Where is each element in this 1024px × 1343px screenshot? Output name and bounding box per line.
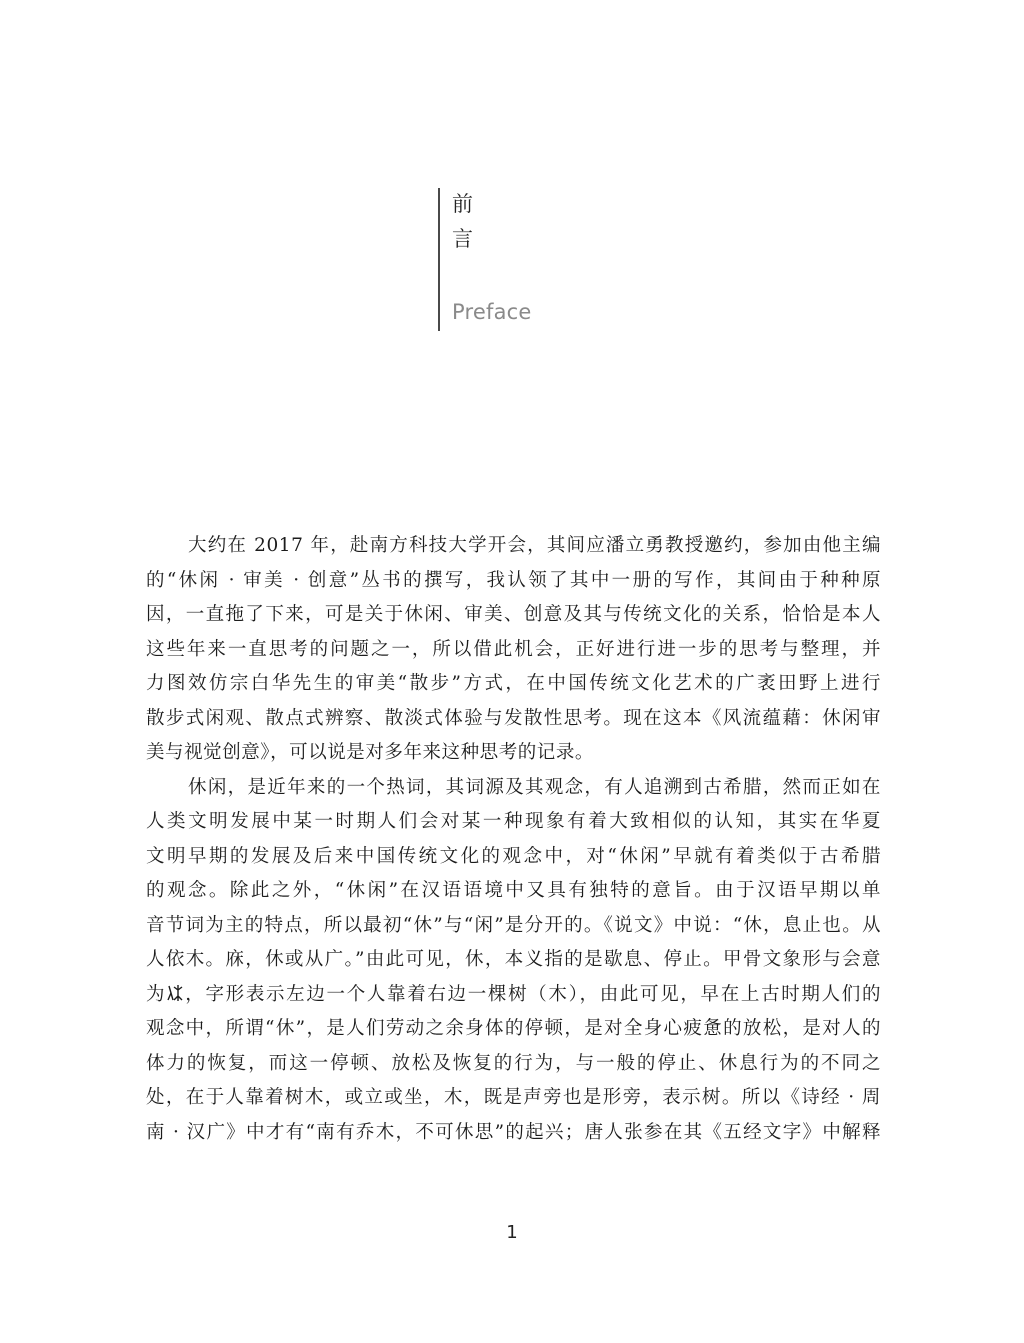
text-line: 音节词为主的特点，所以最初“休”与“闲”是分开的。《说文》中说：“休，息止也。从 bbox=[146, 914, 881, 936]
heading-english-preface: Preface bbox=[452, 300, 532, 324]
page-number: 1 bbox=[506, 1222, 518, 1243]
text-line: 这些年来一直思考的问题之一，所以借此机会，正好进行进一步的思考与整理，并 bbox=[146, 638, 881, 660]
heading-char-yan: 言 bbox=[452, 227, 473, 251]
text-line: 体力的恢复，而这一停顿、放松及恢复的行为，与一般的停止、休息行为的不同之 bbox=[146, 1052, 881, 1074]
text-line: 散步式闲观、散点式辨察、散淡式体验与发散性思考。现在这本《风流蕴藉：休闲审 bbox=[146, 707, 881, 729]
heading-char-qian: 前 bbox=[452, 192, 473, 216]
text-segment: ，字形表示左边一个人靠着右边一棵树（木），由此可见，早在上古时期人们的 bbox=[184, 983, 881, 1005]
text-line: 休闲，是近年来的一个热词，其词源及其观念，有人追溯到古希腊，然而正如在 bbox=[188, 776, 881, 798]
body-text bbox=[146, 529, 881, 1150]
text-line: 人类文明发展中某一时期人们会对某一种现象有着大致相似的认知，其实在华夏 bbox=[146, 811, 881, 832]
paragraph-1 bbox=[146, 529, 881, 771]
text-line: 因，一直拖了下来，可是关于休闲、审美、创意及其与传统文化的关系，恰恰是本人 bbox=[146, 604, 881, 625]
text-line: 南 · 汉广》中才有“南有乔木，不可休思”的起兴；唐人张参在其《五经文字》中解释 bbox=[146, 1121, 881, 1143]
text-line: 大约在 2017 年，赴南方科技大学开会，其间应潘立勇教授邀约，参加由他主编 bbox=[188, 535, 881, 556]
text-line: 的“休闲 · 审美 · 创意”丛书的撰写，我认领了其中一册的写作，其间由于种种原 bbox=[146, 569, 881, 591]
text-line-with-glyph bbox=[146, 978, 881, 1013]
text-line: 力图效仿宗白华先生的审美“散步”方式，在中国传统文化艺术的广袤田野上进行 bbox=[146, 673, 881, 694]
text-line: 人依木。庥，休或从广。”由此可见，休，本义指的是歇息、停止。甲骨文象形与会意 bbox=[146, 949, 881, 970]
text-line: 处，在于人靠着树木，或立或坐，木，既是声旁也是形旁，表示树。所以《诗经 · 周 bbox=[146, 1087, 881, 1108]
paragraph-2 bbox=[146, 771, 881, 1151]
oracle-bone-xiu-glyph-icon bbox=[166, 984, 184, 1002]
text-line: 文明早期的发展及后来中国传统文化的观念中，对“休闲”早就有着类似于古希腊 bbox=[146, 845, 881, 867]
text-line: 的观念。除此之外，“休闲”在汉语语境中又具有独特的意旨。由于汉语早期以单 bbox=[146, 880, 881, 901]
text-line: 观念中，所谓“休”，是人们劳动之余身体的停顿，是对全身心疲惫的放松，是对人的 bbox=[146, 1018, 881, 1039]
text-segment: 为 bbox=[146, 983, 167, 1005]
chapter-heading bbox=[438, 188, 532, 331]
text-line: 美与视觉创意》，可以说是对多年来这种思考的记录。 bbox=[146, 742, 594, 763]
